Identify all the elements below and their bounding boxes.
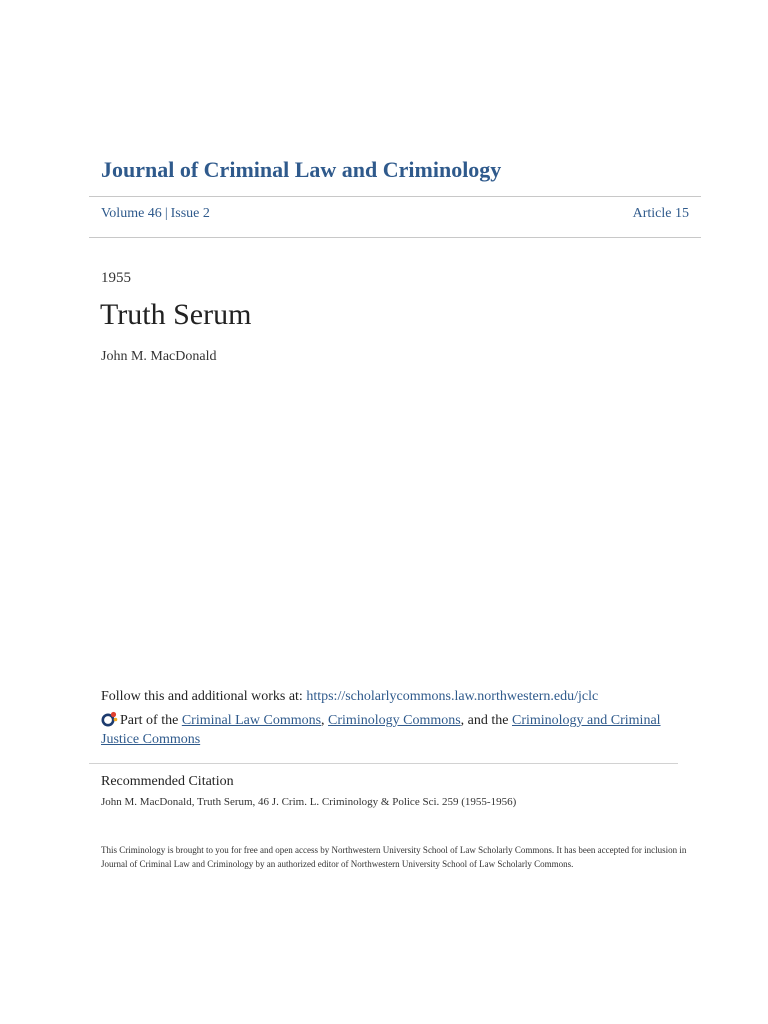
volume-issue-separator: | [164,206,168,221]
header-top-divider [89,196,701,197]
part-of-prefix: Part of the [120,713,182,728]
citation-divider [89,763,678,764]
recommended-citation-label: Recommended Citation [101,774,234,789]
criminal-law-commons-link[interactable]: Criminal Law Commons [181,713,322,728]
publication-year: 1955 [101,270,131,286]
comma-text: , [321,713,329,728]
paper-title: Truth Serum [100,298,252,331]
criminology-commons-link[interactable]: Criminology Commons [328,713,461,728]
journal-title[interactable]: Journal of Criminal Law and Criminology [101,157,502,182]
and-the-text: , and the [460,713,512,728]
bepress-commons-icon [101,711,119,727]
criminology-criminal-justice-commons-link[interactable]: Criminology and Criminal Justice Commons [101,713,661,747]
volume-link[interactable]: Volume 46 [101,206,162,221]
follow-line [101,689,598,705]
paper-author: John M. MacDonald [101,349,217,364]
access-notice: This Criminology is brought to you for free and open access by Northwestern University School of Law Scholarly Commons. It has been accepted for inclusion in Journal of Criminal Law and Criminology by an authorized editor of Northwestern University School of Law Scholarly Commons. [101,845,687,869]
volume-issue-row [101,206,689,222]
follow-prefix: Follow this and additional works at: [101,689,307,704]
article-link[interactable]: Article 15 [632,206,689,221]
header-bottom-divider [89,237,701,238]
issue-link[interactable]: Issue 2 [170,206,210,221]
part-of-commons [101,711,681,749]
recommended-citation-text: John M. MacDonald, Truth Serum, 46 J. Crim. L. Criminology & Police Sci. 259 (1955-1956) [101,796,517,808]
repository-url-link[interactable]: https://scholarlycommons.law.northwestern.edu/jclc [306,689,599,704]
